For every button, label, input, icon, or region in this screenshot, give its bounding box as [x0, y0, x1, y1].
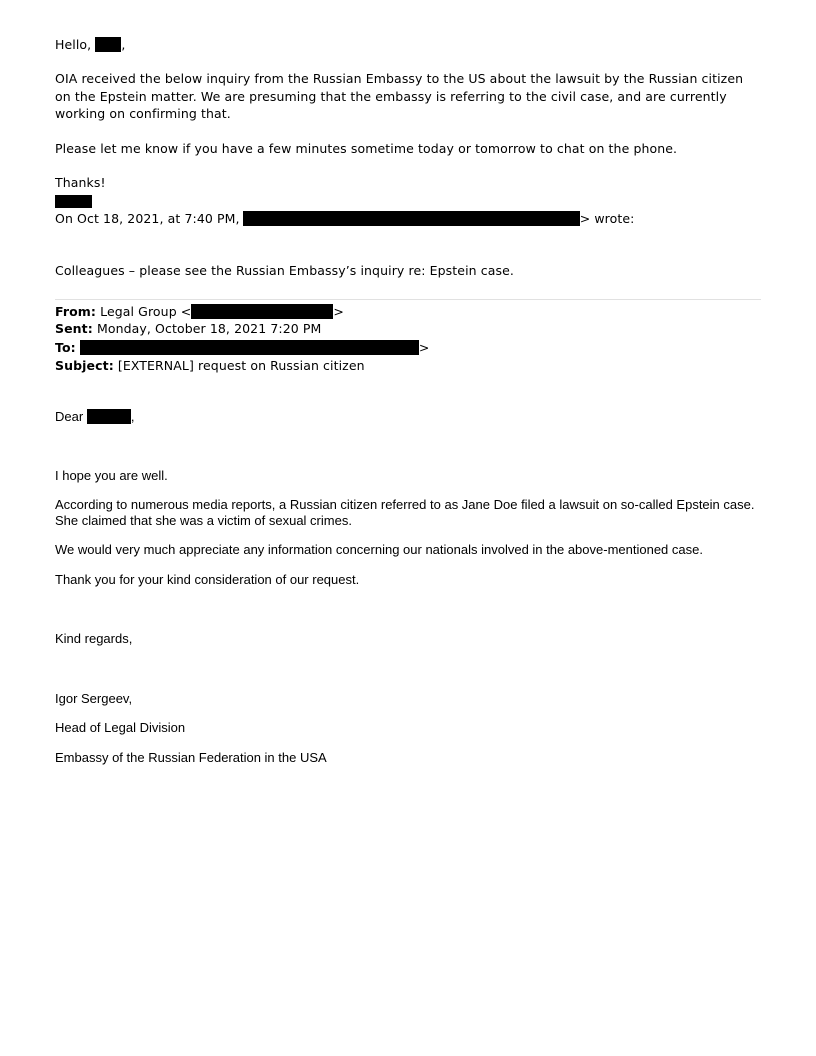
from-close: >: [333, 304, 344, 319]
quote-intro-line: [55, 210, 634, 227]
to-close: >: [418, 340, 430, 355]
greeting-suffix: ,: [121, 37, 126, 52]
signer-title: Head of Legal Division: [55, 720, 186, 735]
header-from: [55, 303, 344, 320]
from-value: Legal Group <: [100, 304, 192, 319]
quote-intro-suffix: > wrote:: [579, 211, 635, 226]
redacted-sender-address: [243, 211, 580, 226]
to-label: To:: [55, 340, 76, 355]
reply-paragraph-2: Please let me know if you have a few minutes sometime today or tomorrow to chat on the phone.: [55, 141, 678, 156]
header-divider: [55, 299, 761, 300]
thanks-line: Thanks!: [55, 175, 106, 190]
header-sent: [55, 320, 321, 337]
greeting-prefix: Hello,: [55, 37, 92, 52]
reply-paragraph-1: OIA received the below inquiry from the Russian Embassy to the US about the lawsuit by the Russian citizen on the Epstein matter. We are presuming that the embassy is referring to the civil case, and are currently working on confirming that.: [55, 71, 744, 121]
letter-paragraph-4: Thank you for your kind consideration of our request.: [55, 572, 360, 587]
redacted-from-address: [191, 304, 333, 319]
header-subject: [55, 357, 365, 374]
redacted-recipient-name: [87, 409, 131, 424]
quote-intro-prefix: On Oct 18, 2021, at 7:40 PM,: [55, 211, 240, 226]
salutation-suffix: ,: [130, 409, 135, 424]
letter-paragraph-1: I hope you are well.: [55, 468, 168, 483]
redacted-to-address: [80, 340, 419, 355]
salutation-prefix: Dear: [55, 409, 84, 424]
sent-value: Monday, October 18, 2021 7:20 PM: [96, 321, 322, 336]
from-label: From:: [55, 304, 97, 319]
subject-value: [EXTERNAL] request on Russian citizen: [117, 358, 365, 373]
signer-organization: Embassy of the Russian Federation in the USA: [55, 750, 327, 765]
salutation-line: [55, 408, 134, 425]
redacted-sender-name: [55, 195, 92, 208]
letter-paragraph-2: According to numerous media reports, a Russian citizen referred to as Jane Doe filed a lawsuit on so-called Epstein case. She claimed that she was a victim of sexual crimes.: [55, 497, 755, 528]
subject-label: Subject:: [55, 358, 114, 373]
redacted-name: [95, 37, 121, 52]
forward-note: Colleagues – please see the Russian Embassy’s inquiry re: Epstein case.: [55, 263, 514, 278]
header-to: [55, 339, 429, 356]
greeting-line: [55, 36, 125, 53]
letter-paragraph-3: We would very much appreciate any information concerning our nationals involved in the above-mentioned case.: [55, 542, 703, 557]
letter-closing: Kind regards,: [55, 631, 133, 646]
signer-name: Igor Sergeev,: [55, 691, 133, 706]
sent-label: Sent:: [55, 321, 93, 336]
